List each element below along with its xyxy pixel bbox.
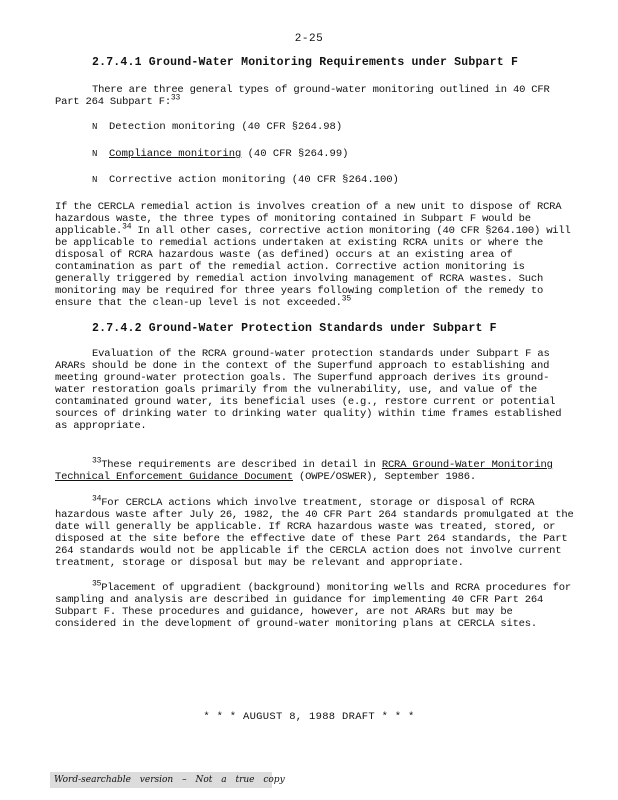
intro-text: There are three general types of ground-water monitoring outlined in 40 CFR Part 264 Subpart F: <box>55 84 550 108</box>
protection-paragraph <box>55 348 575 432</box>
footnote-ref-34: 34 <box>122 222 132 232</box>
applicability-text-a: If the CERCLA remedial action is involves creation of a new unit to dispose of RCRA hazardous waste, the three types of monitoring contained in Subpart F would be applicable. <box>55 201 562 237</box>
bullet-corrective <box>92 174 399 186</box>
footnote-number: 33 <box>92 456 102 466</box>
bullet-label: Detection monitoring <box>109 121 236 133</box>
bullet-citation: (40 CFR §264.100) <box>285 174 399 186</box>
applicability-paragraph <box>55 201 575 309</box>
bullet-citation: (40 CFR §264.99) <box>241 148 349 160</box>
protection-text: Evaluation of the RCRA ground-water protection standards under Subpart F as ARARs should be done in the context of the Superfund approach to establishing and meeting ground-water protection goals. The Superfund approach derives its ground-water restoration goals primarily from the vulnerability, use, and value of the contaminated ground water, its beneficial uses (e.g., restore current or potential sources of drinking water to drinking water quality) within time frames established as appropriate. <box>55 348 562 432</box>
footnote-34 <box>55 494 575 569</box>
footnote-text: These requirements are described in detail in <box>101 459 382 471</box>
intro-paragraph <box>55 84 575 108</box>
footnote-text-end: (OWPE/OSWER), September 1986. <box>292 471 476 483</box>
bullet-mark: N <box>92 122 98 132</box>
footnote-text: For CERCLA actions which involve treatment, storage or disposal of RCRA hazardous waste after July 26, 1982, the 40 CFR Part 264 standards promulgated at the date will generally be applicable. If RCRA hazardous waste was treated, stored, or disposed at the site before the effective date of these Part 264 standards, the Part 264 standards would not be applicable if the CERCLA action does not involve current treatment, storage or disposal but may be relevant and appropriate. <box>55 497 574 569</box>
bullet-mark: N <box>92 175 98 185</box>
footnote-35 <box>55 579 575 630</box>
section-heading-2-7-4-2: 2.7.4.2 Ground-Water Protection Standards under Subpart F <box>92 322 497 335</box>
bullet-citation: (40 CFR §264.98) <box>235 121 343 133</box>
bullet-label: Corrective action monitoring <box>109 174 286 186</box>
watermark-banner: Word-searchable version – Not a true copy <box>50 772 272 788</box>
bullet-mark: N <box>92 149 98 159</box>
footnote-number: 34 <box>92 494 102 504</box>
page-number: 2-25 <box>294 33 324 45</box>
bullet-detection <box>92 121 342 133</box>
footnote-ref-35: 35 <box>341 294 351 304</box>
bullet-label-underlined: Compliance monitoring <box>109 148 242 160</box>
footnote-ref-33: 33 <box>170 93 181 103</box>
footnote-title: RCRA Ground-Water Monitoring Technical Enforcement Guidance Document <box>55 459 553 483</box>
footnote-text: Placement of upgradient (background) monitoring wells and RCRA procedures for sampling and analysis are described in guidance for implementing 40 CFR Part 264 Subpart F. These procedures and guidance, however, are not ARARs but may be considered in the development of ground-water monitoring plans at CERCLA sites. <box>55 582 571 630</box>
applicability-text-b: In all other cases, corrective action monitoring (40 CFR §264.100) will be applicable to remedial actions undertaken at existing RCRA units or where the disposal of RCRA hazardous waste (as defined) occurs at an existing area of contamination as part of the remedial action. Corrective action monitoring is generally triggered by remedial action involving management of RCRA wastes. Such monitoring may be required for three years following completion of the remedy to ensure that the clean-up level is not exceeded. <box>55 225 571 309</box>
footnote-33 <box>55 456 575 483</box>
footnote-number: 35 <box>92 579 102 589</box>
section-heading-2-7-4-1: 2.7.4.1 Ground-Water Monitoring Requirements under Subpart F <box>92 56 519 69</box>
bullet-compliance <box>92 148 348 160</box>
draft-footer: * * * AUGUST 8, 1988 DRAFT * * * <box>203 711 415 723</box>
